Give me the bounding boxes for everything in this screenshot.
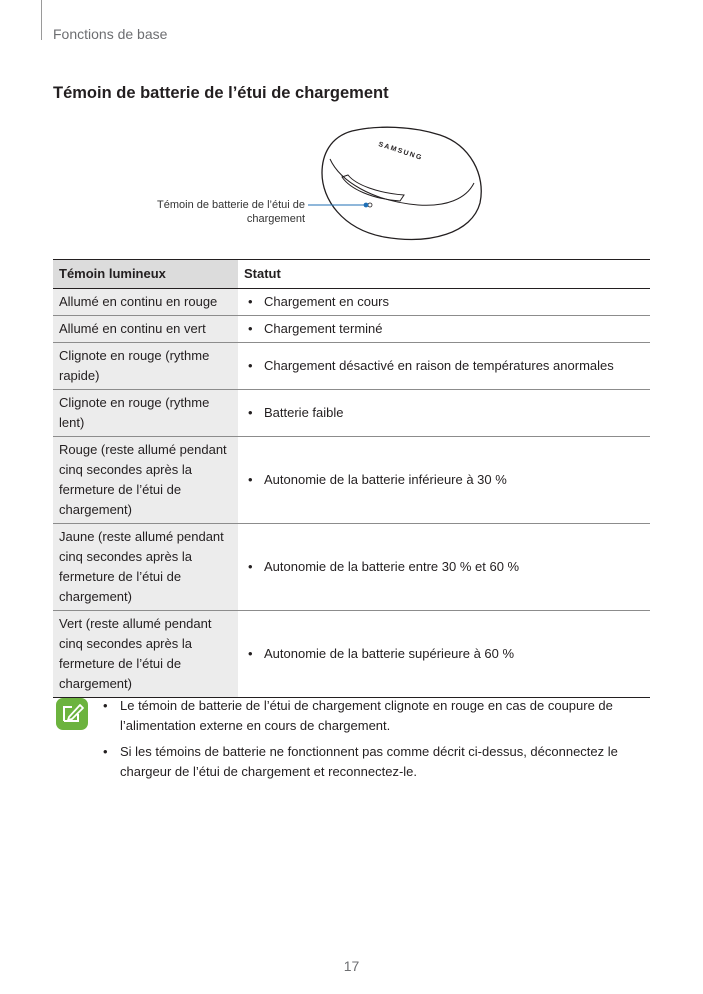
light-cell: Clignote en rouge (rythme lent) [53, 390, 238, 437]
note-text: Si les témoins de batterie ne fonctionnent pas comme décrit ci-dessus, déconnectez le chargeur de l’étui de chargement et reconnectez-le. [120, 744, 618, 779]
table-row [53, 289, 650, 316]
status-table [53, 259, 650, 698]
table-row [53, 524, 650, 611]
header-light: Témoin lumineux [53, 260, 238, 289]
case-outline [322, 127, 481, 239]
bullet: • [248, 358, 253, 373]
light-cell: Vert (reste allumé pendant cinq secondes après la fermeture de l’étui de chargement) [53, 611, 238, 698]
table-row [53, 437, 650, 524]
table-row [53, 343, 650, 390]
header-status: Statut [238, 260, 650, 289]
callout-dot [364, 203, 369, 208]
bullet: • [248, 472, 253, 487]
led-callout-label: Témoin de batterie de l’étui de chargement [157, 199, 305, 225]
note-text: Le témoin de batterie de l’étui de chargement clignote en rouge en cas de coupure de l’alimentation externe en cours de chargement. [120, 698, 613, 733]
status-cell [238, 611, 650, 698]
bullet: • [103, 744, 108, 759]
bullet: • [248, 405, 253, 420]
header-divider [41, 0, 42, 40]
table-row [53, 316, 650, 343]
table-row [53, 611, 650, 698]
status-cell [238, 390, 650, 437]
bullet: • [103, 698, 108, 713]
status-text: Autonomie de la batterie supérieure à 60 % [264, 646, 515, 661]
status-text: Autonomie de la batterie inférieure à 30 % [264, 472, 507, 487]
status-cell [238, 524, 650, 611]
status-text: Chargement en cours [264, 294, 390, 309]
note-item [103, 742, 643, 782]
section-header: Fonctions de base [53, 26, 168, 42]
light-cell: Clignote en rouge (rythme rapide) [53, 343, 238, 390]
note-item [103, 696, 643, 736]
status-cell [238, 437, 650, 524]
page-number: 17 [343, 958, 360, 974]
status-cell [238, 289, 650, 316]
light-cell: Jaune (reste allumé pendant cinq secondes après la fermeture de l’étui de chargement) [53, 524, 238, 611]
page-title: Témoin de batterie de l’étui de chargement [53, 84, 389, 102]
status-cell [238, 343, 650, 390]
table-header-row [53, 260, 650, 289]
table-row [53, 390, 650, 437]
status-text: Autonomie de la batterie entre 30 % et 60 % [264, 559, 520, 574]
status-text: Chargement terminé [264, 321, 383, 336]
status-text: Chargement désactivé en raison de températures anormales [264, 358, 614, 373]
light-cell: Allumé en continu en rouge [53, 289, 238, 316]
bullet: • [248, 321, 253, 336]
bullet: • [248, 559, 253, 574]
status-cell [238, 316, 650, 343]
bullet: • [248, 646, 253, 661]
light-cell: Rouge (reste allumé pendant cinq secondes après la fermeture de l’étui de chargement) [53, 437, 238, 524]
status-text: Batterie faible [264, 405, 344, 420]
bullet: • [248, 294, 253, 309]
brand-logo: SAMSUNG [377, 141, 424, 163]
note-pencil-icon [55, 697, 89, 731]
notes-list [103, 696, 643, 788]
charging-case-illustration [0, 115, 703, 250]
light-cell: Allumé en continu en vert [53, 316, 238, 343]
